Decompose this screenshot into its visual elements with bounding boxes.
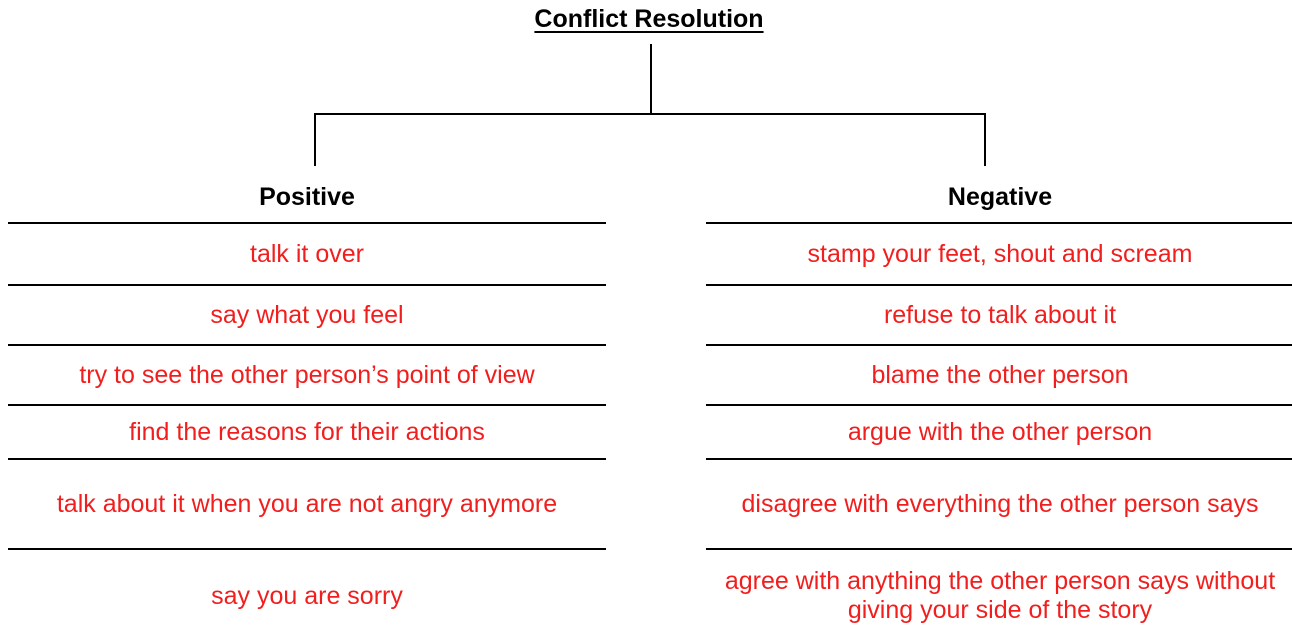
negative-item: stamp your feet, shout and scream [807,239,1193,268]
positive-heading: Positive [259,183,355,211]
diagram-title: Conflict Resolution [534,5,764,33]
negative-item: argue with the other person [847,417,1153,446]
negative-item: blame the other person [871,360,1129,389]
negative-item: disagree with everything the other person says [741,489,1259,518]
positive-item: find the reasons for their actions [129,417,485,446]
negative-item: refuse to talk about it [883,300,1117,329]
negative-item: agree with anything the other person says without giving your side of the story [724,567,1276,624]
positive-item: say what you feel [210,300,404,329]
positive-item: say you are sorry [211,581,403,610]
positive-item: talk about it when you are not angry anymore [56,489,558,518]
negative-heading: Negative [947,183,1053,211]
positive-item: try to see the other person’s point of view [79,360,535,389]
positive-item: talk it over [250,239,364,268]
